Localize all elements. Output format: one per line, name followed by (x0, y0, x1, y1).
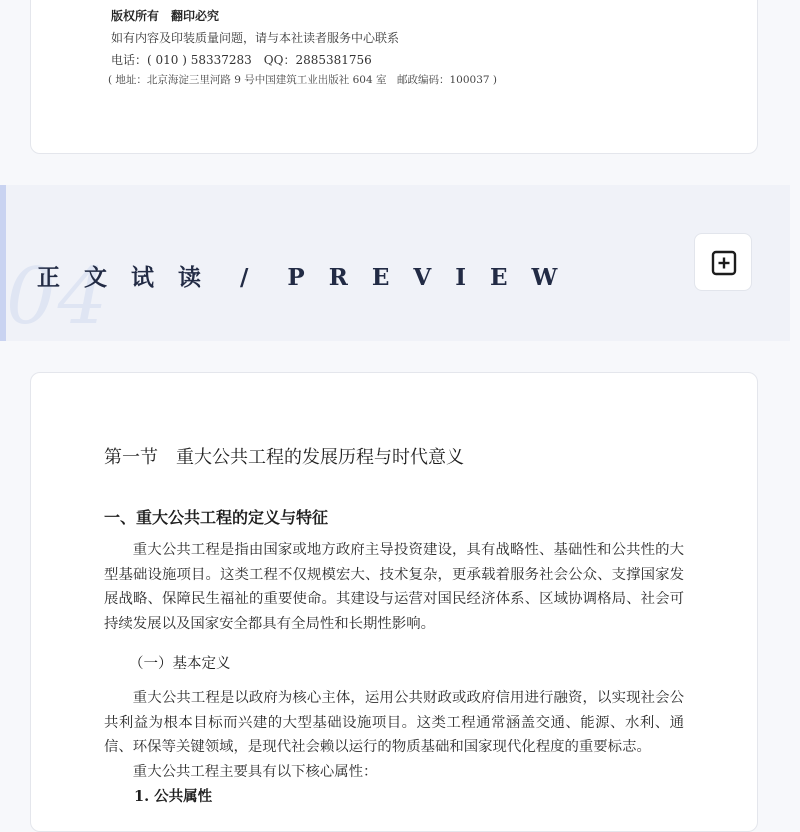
subheading-public-attribute: 1. 公共属性 (134, 788, 213, 805)
heading-definition-features: 一、重大公共工程的定义与特征 (104, 508, 329, 527)
preview-title: 正 文 试 读 / P R E V I E W (37, 264, 566, 291)
copyright-card (30, 0, 758, 154)
preview-content-card (30, 372, 758, 832)
quality-contact-note: 如有内容及印装质量问题，请与本社读者服务中心联系 (111, 31, 400, 45)
subheading-basic-definition: （一）基本定义 (129, 656, 231, 672)
copyright-block (108, 5, 498, 89)
expand-button[interactable] (694, 233, 752, 291)
address-line: ( 地址：北京海淀三里河路 9 号中国建筑工业出版社 604 室 邮政编码：100037 ) (108, 74, 498, 86)
section-title: 第一节 重大公共工程的发展历程与时代意义 (104, 447, 464, 468)
paragraph-intro: 重大公共工程是指由国家或地方政府主导投资建设，具有战略性、基础性和公共性的大型基础设施项目。这类工程不仅规模宏大、技术复杂，更承载着服务社会公众、支撑国家发展战略、保障民生福祉的重要使命。其建设与运营对国民经济体系、区域协调格局、社会可持续发展以及国家安全都具有全局性和长期性影响。 (104, 542, 684, 632)
section-number-watermark: 04 (6, 252, 110, 342)
preview-section-header (0, 185, 790, 341)
paragraph-attributes-intro: 重大公共工程主要具有以下核心属性： (132, 764, 378, 780)
plus-square-icon (711, 250, 737, 276)
copyright-notice: 版权所有 翻印必究 (111, 9, 220, 23)
paragraph-definition: 重大公共工程是以政府为核心主体，运用公共财政或政府信用进行融资，以实现社会公共利益为根本目标而兴建的大型基础设施项目。这类工程通常涵盖交通、能源、水利、通信、环保等关键领域，是现代社会赖以运行的物质基础和国家现代化程度的重要标志。 (104, 690, 684, 755)
phone-qq-line: 电话：( 010 ) 58337283 QQ：2885381756 (111, 53, 372, 67)
